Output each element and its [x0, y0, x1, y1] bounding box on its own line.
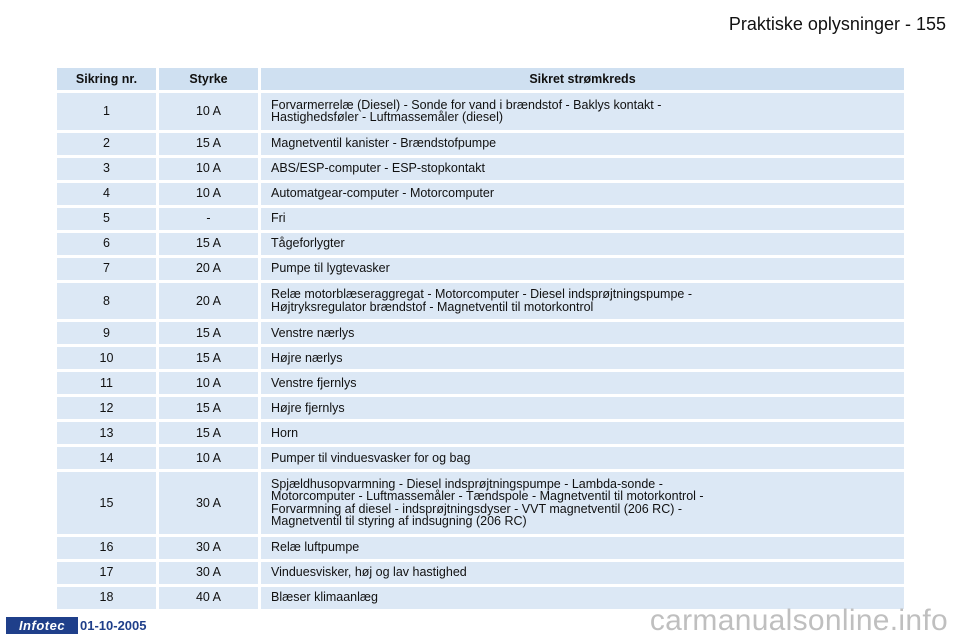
fuse-number: 3: [57, 158, 156, 180]
fuse-rating: 30 A: [159, 472, 258, 534]
fuse-number: 1: [57, 93, 156, 130]
fuse-rating: 10 A: [159, 93, 258, 130]
fuse-number: 15: [57, 472, 156, 534]
fuse-circuit: Fri: [261, 208, 904, 230]
column-header-kreds: Sikret strømkreds: [261, 68, 904, 90]
table-row: [57, 258, 904, 280]
fuse-circuit: Relæ motorblæseraggregat - Motorcomputer - Diesel indsprøjtningspumpe - Højtryksregulator brændstof - Magnetventil til motorkontrol: [261, 283, 904, 320]
fuse-number: 5: [57, 208, 156, 230]
table-row: [57, 133, 904, 155]
fuse-number: 18: [57, 587, 156, 609]
table-row: [57, 93, 904, 130]
fuse-circuit: Tågeforlygter: [261, 233, 904, 255]
fuse-table: [57, 68, 904, 609]
fuse-number: 7: [57, 258, 156, 280]
fuse-number: 16: [57, 537, 156, 559]
column-header-styrke: Styrke: [159, 68, 258, 90]
fuse-circuit: Pumper til vinduesvasker for og bag: [261, 447, 904, 469]
watermark: carmanualsonline.info: [649, 604, 948, 637]
fuse-number: 9: [57, 322, 156, 344]
fuse-circuit: Venstre nærlys: [261, 322, 904, 344]
fuse-rating: 30 A: [159, 537, 258, 559]
table-row: [57, 158, 904, 180]
fuse-circuit: Venstre fjernlys: [261, 372, 904, 394]
fuse-rating: 20 A: [159, 283, 258, 320]
fuse-number: 2: [57, 133, 156, 155]
fuse-circuit: Magnetventil kanister - Brændstofpumpe: [261, 133, 904, 155]
column-header-nr: Sikring nr.: [57, 68, 156, 90]
fuse-circuit: Blæser klimaanlæg: [261, 587, 904, 609]
table-row: [57, 208, 904, 230]
fuse-circuit: Pumpe til lygtevasker: [261, 258, 904, 280]
table-body: [57, 93, 904, 609]
fuse-rating: 20 A: [159, 258, 258, 280]
fuse-circuit: Højre fjernlys: [261, 397, 904, 419]
fuse-number: 4: [57, 183, 156, 205]
table-row: [57, 372, 904, 394]
fuse-circuit: Spjældhusopvarmning - Diesel indsprøjtningspumpe - Lambda-sonde - Motorcomputer - Luftmassemåler - Tændspole - Magnetventil til motorkontrol - Forvarmning af diesel - indsprøjtningsdyser - VVT magnetventil (206 RC) - Magnetventil til styring af indsugning (206 RC): [261, 472, 904, 534]
fuse-circuit: ABS/ESP-computer - ESP-stopkontakt: [261, 158, 904, 180]
table-row: [57, 347, 904, 369]
table-row: [57, 537, 904, 559]
table-row: [57, 233, 904, 255]
table-row: [57, 422, 904, 444]
fuse-number: 13: [57, 422, 156, 444]
infotec-logo: Infotec: [6, 617, 78, 634]
table-row: [57, 283, 904, 320]
fuse-rating: 15 A: [159, 322, 258, 344]
fuse-circuit: Horn: [261, 422, 904, 444]
table-header-row: [57, 68, 904, 90]
fuse-number: 10: [57, 347, 156, 369]
fuse-number: 17: [57, 562, 156, 584]
fuse-rating: 15 A: [159, 347, 258, 369]
table-row: [57, 447, 904, 469]
fuse-rating: 15 A: [159, 422, 258, 444]
fuse-circuit: Relæ luftpumpe: [261, 537, 904, 559]
fuse-circuit: Højre nærlys: [261, 347, 904, 369]
footer-date: 01-10-2005: [80, 618, 147, 633]
table-row: [57, 183, 904, 205]
fuse-rating: 40 A: [159, 587, 258, 609]
fuse-rating: 10 A: [159, 158, 258, 180]
fuse-circuit: Forvarmerrelæ (Diesel) - Sonde for vand i brændstof - Baklys kontakt - Hastighedsføler - Luftmassemåler (diesel): [261, 93, 904, 130]
fuse-rating: 15 A: [159, 233, 258, 255]
table-row: [57, 397, 904, 419]
fuse-rating: 10 A: [159, 183, 258, 205]
fuse-number: 6: [57, 233, 156, 255]
fuse-rating: -: [159, 208, 258, 230]
fuse-rating: 10 A: [159, 447, 258, 469]
fuse-rating: 15 A: [159, 133, 258, 155]
fuse-rating: 15 A: [159, 397, 258, 419]
fuse-circuit: Automatgear-computer - Motorcomputer: [261, 183, 904, 205]
fuse-number: 12: [57, 397, 156, 419]
fuse-rating: 30 A: [159, 562, 258, 584]
fuse-number: 11: [57, 372, 156, 394]
table-row: [57, 562, 904, 584]
fuse-rating: 10 A: [159, 372, 258, 394]
fuse-number: 14: [57, 447, 156, 469]
table-row: [57, 472, 904, 534]
table-row: [57, 322, 904, 344]
page-title: Praktiske oplysninger - 155: [728, 14, 946, 34]
fuse-circuit: Vinduesvisker, høj og lav hastighed: [261, 562, 904, 584]
fuse-number: 8: [57, 283, 156, 320]
